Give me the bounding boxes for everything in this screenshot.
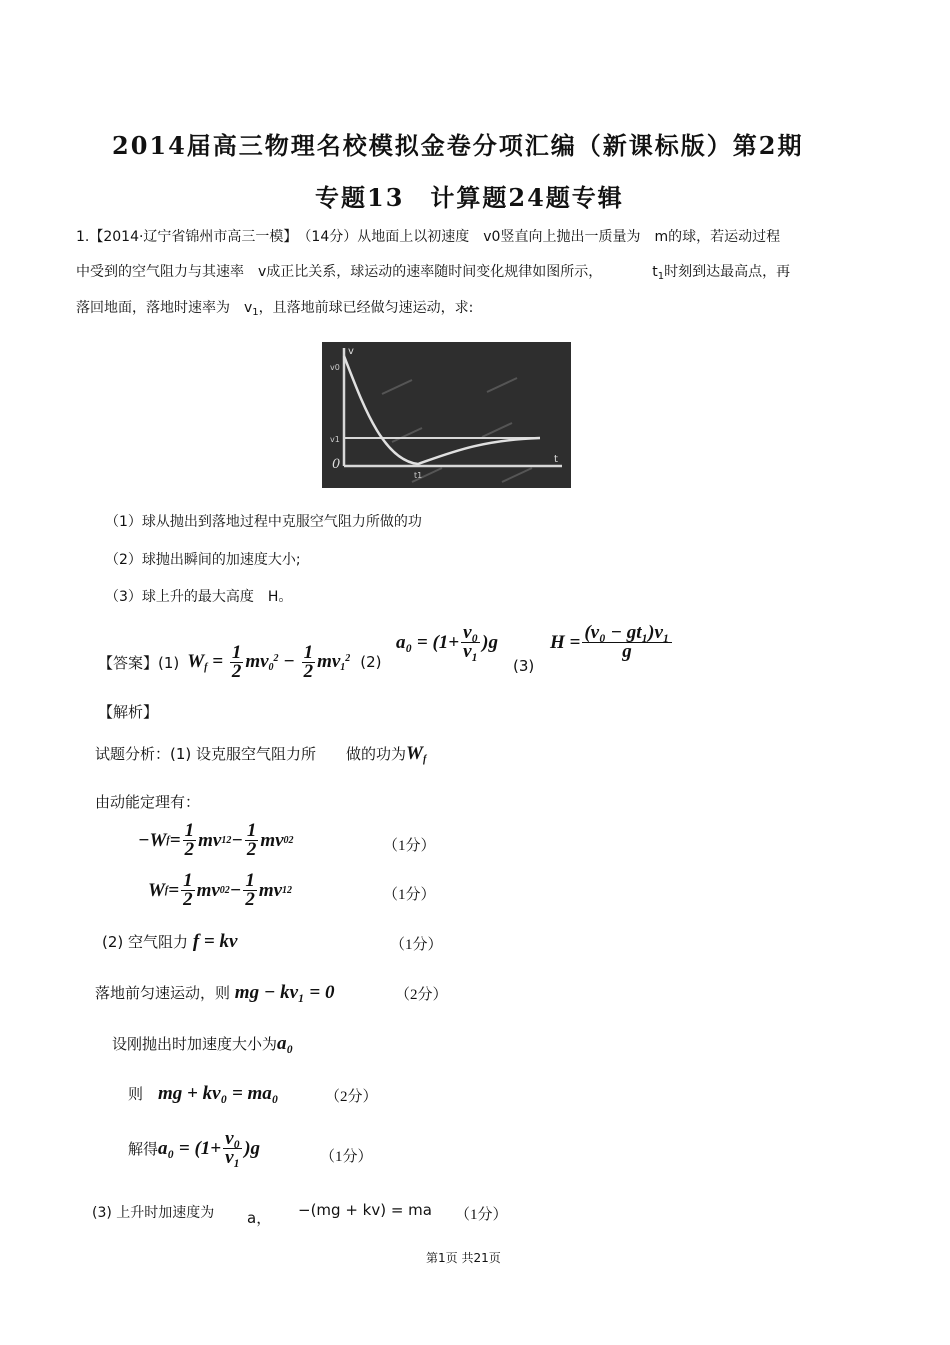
a0-lhs: a₀ = (1+ (396, 631, 460, 653)
t-symbol: t (652, 264, 658, 280)
mv-term: mv (258, 879, 283, 901)
graph-svg (322, 342, 571, 488)
fraction-half (230, 641, 244, 682)
fraction-half-2 (302, 641, 316, 682)
analysis-label: 【解析】 (98, 703, 159, 721)
then-eq: mg + kv₀ = ma₀ (158, 1083, 279, 1104)
points-5: （2分） (325, 1089, 378, 1105)
question-3: （3）球上升的最大高度 H。 (105, 589, 293, 605)
velocity-curve (344, 356, 540, 464)
problem-line-1: 1.【2014·辽宁省锦州市高三一模】 （14分）从地面上以初速度 v0竖直向上抛出一质量为 m的球，若运动过程 (76, 229, 781, 245)
solve-fraction (223, 1130, 242, 1167)
question-2: （2）球抛出瞬间的加速度大小; (105, 552, 301, 568)
analysis-a0 (112, 1033, 293, 1055)
answer-row (98, 640, 382, 684)
equals: = (207, 650, 228, 672)
frac-den: 2 (183, 889, 193, 910)
neg-wf: −W (138, 829, 167, 851)
analysis-part-3-eq: −(mg + kv) = ma (298, 1201, 432, 1219)
mv-term: mv (317, 650, 341, 672)
part-2-eq: f = kv (192, 931, 238, 952)
analysis-theorem: 由动能定理有： (95, 793, 201, 811)
uniform-text: 落地前匀速运动，则 (95, 984, 231, 1002)
analysis-eq-1: −W f = $\frac{1}{2}$ mv 1 2 − $\frac{1}{2}$ mv 0 2 (138, 820, 294, 860)
title-line-1: 2014届高三物理名校模拟金卷分项汇编（新课标版）第2期 (112, 131, 804, 160)
frac-den: 2 (246, 839, 257, 860)
frac-num: 1 (231, 641, 242, 663)
watermark-mark (502, 468, 532, 482)
then-text: 则 (128, 1085, 144, 1103)
problem-line-3-text: 落回地面，落地时速率为 v (76, 300, 253, 316)
v0-label: v0 (330, 363, 340, 372)
frac-den: g (622, 641, 632, 662)
mv-term: mv (196, 879, 220, 901)
x-axis-label: t (554, 454, 558, 465)
analysis-intro (95, 743, 426, 765)
velocity-time-graph (322, 342, 571, 488)
points-4: （2分） (395, 987, 448, 1003)
frac-den: 2 (231, 660, 242, 682)
solve-tail: )g (244, 1137, 261, 1159)
t1-symbol (652, 264, 664, 280)
wf-subscript: f (422, 754, 427, 765)
points-7: （1分） (455, 1207, 508, 1223)
a0-text: 设刚抛出时加速度大小为 (112, 1035, 278, 1053)
watermark-mark (487, 378, 517, 392)
wf-subscript: f (164, 885, 169, 896)
watermark-mark (382, 380, 412, 394)
frac-num: 1 (183, 870, 193, 891)
answer-label: 【答案】(1) (98, 653, 180, 672)
points-3: （1分） (390, 937, 443, 953)
question-1: （1）球从抛出到落地过程中克服空气阻力所做的功 (105, 514, 422, 530)
v1-label: v1 (330, 435, 340, 444)
fraction-half (181, 872, 195, 909)
analysis-uniform (95, 982, 334, 1004)
analysis-part-2 (102, 931, 237, 953)
analysis-solve (128, 1130, 260, 1167)
part-2-text: (2) 空气阻力 (102, 933, 189, 951)
answer-eq-3 (550, 624, 674, 661)
analysis-intro-text: 试题分析：(1) 设克服空气阻力所 做的功为 (95, 745, 407, 763)
points-6: （1分） (320, 1149, 373, 1165)
watermark-mark (392, 428, 422, 442)
frac-num: 1 (184, 820, 195, 841)
frac-num: v₀ (463, 622, 479, 643)
frac-den: v₁ (463, 641, 479, 662)
frac-den: 2 (303, 660, 314, 682)
a0-fraction (461, 624, 480, 661)
answer-part-2-label: (2) (360, 653, 382, 671)
solve-text: 解得 (128, 1140, 159, 1158)
mv-term: mv (260, 829, 284, 851)
fraction-half (183, 822, 197, 859)
H-fraction (582, 624, 671, 661)
problem-line-2 (76, 262, 790, 287)
problem-line-2-text: 中受到的空气阻力与其速率 v成正比关系，球运动的速率随时间变化规律如图所示， (76, 264, 603, 280)
answer-part-3-label: (3) (513, 657, 535, 675)
frac-num: 1 (246, 820, 257, 841)
uniform-eq: mg − kv₁ = 0 (234, 982, 335, 1003)
analysis-eq-2: W f = $\frac{1}{2}$ mv 0 2 − $\frac{1}{2}$ mv 1 2 (148, 870, 293, 910)
problem-line-3-tail: ，且落地前球已经做匀速运动，求: (258, 300, 474, 316)
a0-tail: )g (482, 631, 498, 653)
frac-num: 1 (245, 870, 255, 891)
frac-den: 2 (245, 889, 255, 910)
H-lhs: H = (550, 631, 581, 653)
mv-term: mv (198, 829, 222, 851)
frac-den: 2 (184, 839, 195, 860)
wf-subscript: f (166, 835, 170, 846)
minus: − (231, 829, 243, 851)
t1-subscript: 1 (657, 271, 665, 282)
frac-den: v₁ (225, 1147, 241, 1168)
wf-symbol: W (406, 743, 423, 764)
watermark-mark (482, 423, 512, 437)
points-1: （1分） (383, 838, 436, 854)
mv-term: mv (245, 650, 269, 672)
answer-eq-1: $W_f$ = $\frac{1}{2}$ $mv_0^2$ − $\frac{1}{2}$ $mv_1^2$ (187, 641, 351, 682)
page-footer: 第1页 共21页 (426, 1251, 501, 1265)
minus: − (278, 650, 300, 672)
frac-num: 1 (303, 641, 314, 663)
problem-line-3 (76, 298, 473, 323)
origin-label: 0 (332, 457, 341, 472)
minus: − (229, 879, 242, 901)
wf-symbol: W (187, 650, 205, 672)
solve-lhs: a₀ = (1+ (158, 1137, 222, 1159)
y-axis-label: v (348, 346, 354, 357)
v1-subscript: 1 (252, 307, 259, 318)
wf-inline (406, 743, 426, 764)
t1-label: t1 (414, 471, 423, 480)
wf-subscript: f (204, 661, 208, 673)
fraction-half-2 (245, 822, 259, 859)
a0-symbol: a₀ (277, 1033, 294, 1054)
analysis-part-3-a: a， (247, 1209, 272, 1227)
problem-line-2-tail: 时刻到达最高点，再 (664, 264, 791, 280)
frac-num: v₀ (225, 1128, 241, 1149)
analysis-then (128, 1083, 278, 1105)
analysis-part-3: (3) 上升时加速度为 (92, 1205, 215, 1221)
fraction-half-2 (243, 872, 257, 909)
points-2: （1分） (383, 887, 436, 903)
wf-symbol: W (148, 879, 165, 901)
answer-eq-2 (396, 624, 498, 661)
title-line-2: 专题13 计算题24题专辑 (315, 183, 624, 212)
frac-num: (v₀ − gt₁)v₁ (584, 622, 670, 643)
